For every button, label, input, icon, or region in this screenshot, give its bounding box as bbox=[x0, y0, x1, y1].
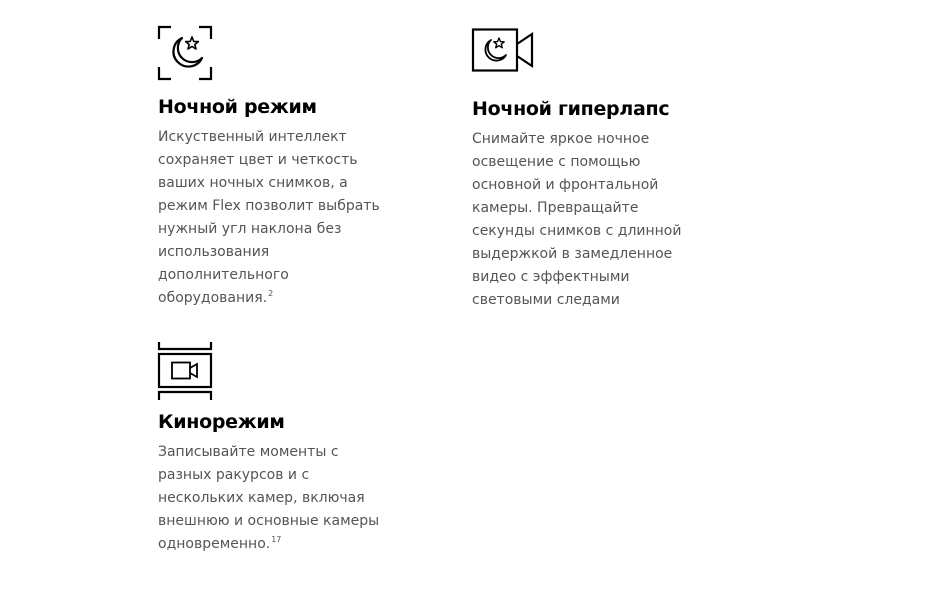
feature-description bbox=[158, 441, 384, 556]
footnote-marker: 2 bbox=[268, 289, 274, 298]
feature-night-hyperlapse bbox=[472, 26, 702, 312]
feature-title: Кинорежим bbox=[158, 411, 285, 433]
feature-night-mode bbox=[158, 26, 388, 310]
feature-title: Ночной режим bbox=[158, 96, 317, 118]
director-view-icon bbox=[158, 341, 220, 393]
feature-director-view bbox=[158, 341, 388, 556]
footnote-marker: 17 bbox=[271, 535, 282, 544]
feature-description bbox=[158, 126, 384, 310]
feature-title: Ночной гиперлапс bbox=[472, 98, 670, 120]
feature-description-text: Искуственный интеллект сохраняет цвет и четкость ваших ночных снимков, а режим Flex позволит выбрать нужный угл наклона без использования дополнительного оборудования. bbox=[158, 129, 380, 306]
night-mode-icon bbox=[158, 26, 220, 78]
night-hyperlapse-icon bbox=[472, 28, 534, 80]
feature-description-text: Снимайте яркое ночное освещение с помощью основной и фронтальной камеры. Превращайте секунды снимков с длинной выдержкой в замедленное видео с эффектными световыми следами bbox=[472, 131, 682, 308]
feature-description bbox=[472, 128, 698, 312]
feature-description-text: Записывайте моменты с разных ракурсов и с нескольких камер, включая внешнюю и основные камеры одновременно. bbox=[158, 444, 380, 552]
